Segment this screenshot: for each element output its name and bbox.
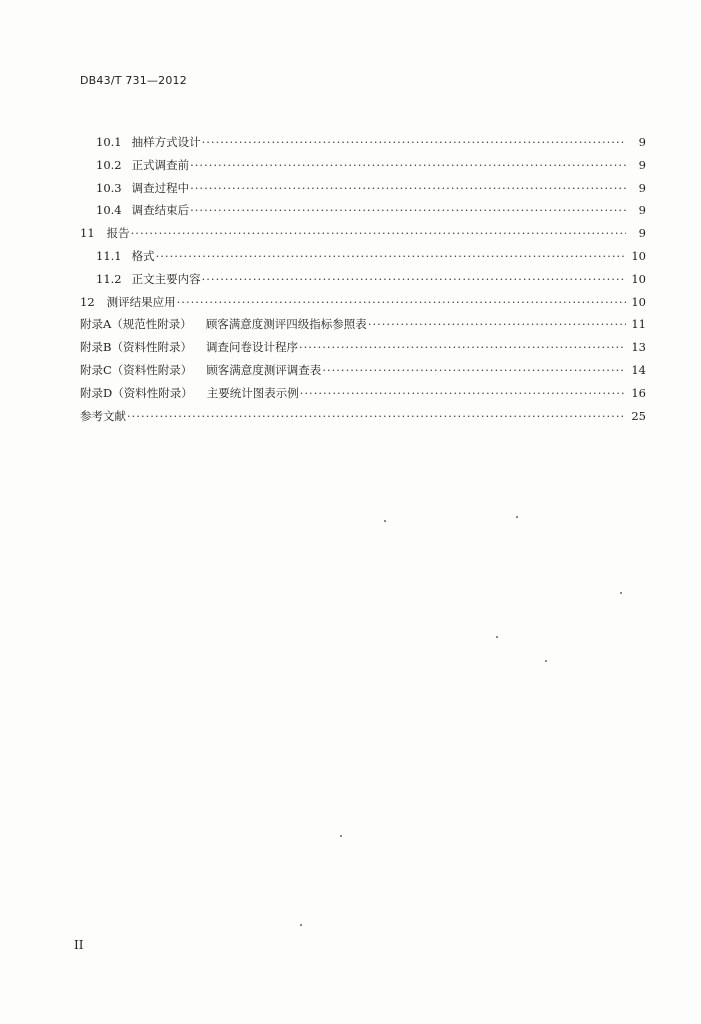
toc-leader-dots — [322, 363, 626, 377]
toc-entry-page: 9 — [638, 135, 646, 149]
scan-speck — [340, 835, 342, 837]
toc-entry[interactable] — [80, 225, 646, 248]
toc-entry[interactable] — [80, 385, 646, 408]
toc-entry[interactable] — [80, 134, 646, 157]
toc-entry-number: 10.1 — [96, 135, 122, 149]
table-of-contents — [80, 134, 646, 430]
toc-entry-number: 10.3 — [96, 180, 122, 195]
toc-entry-number: 10.4 — [96, 203, 122, 218]
toc-leader-dots — [202, 135, 626, 149]
scan-speck — [496, 636, 498, 638]
scan-speck — [620, 592, 622, 594]
toc-entry[interactable] — [80, 339, 646, 362]
toc-entry-page: 11 — [631, 317, 646, 332]
toc-entry-appendix-label: 附录B（资料性附录） — [80, 340, 192, 355]
toc-leader-dots — [177, 295, 626, 309]
toc-entry[interactable] — [80, 248, 646, 271]
toc-entry-title: 抽样方式设计 — [131, 135, 201, 149]
toc-entry-page: 25 — [631, 408, 646, 423]
toc-entry-page: 13 — [631, 340, 646, 355]
toc-entry-appendix-label: 附录A（规范性附录） — [80, 317, 192, 332]
toc-entry-page: 9 — [638, 226, 646, 241]
toc-entry-title: 调查过程中 — [131, 180, 190, 195]
toc-entry-number: 12 — [80, 294, 95, 309]
toc-entry[interactable] — [80, 180, 646, 203]
toc-entry-page: 10 — [631, 271, 646, 286]
toc-entry-appendix-label: 附录D（资料性附录） — [80, 385, 193, 400]
page-number: II — [74, 938, 84, 952]
scan-speck — [384, 520, 386, 522]
toc-leader-dots — [300, 386, 626, 400]
toc-entry-number: 11.2 — [96, 271, 122, 286]
toc-entry-title: 格式 — [131, 248, 155, 263]
toc-entry[interactable] — [80, 271, 646, 294]
toc-entry[interactable] — [80, 362, 646, 385]
toc-entry-title: 正文主要内容 — [131, 271, 201, 286]
toc-leader-dots — [156, 249, 626, 263]
toc-entry-title: 主要统计图表示例 — [206, 385, 299, 400]
toc-entry[interactable] — [80, 408, 646, 431]
toc-entry-title: 正式调查前 — [131, 157, 190, 172]
toc-entry-page: 9 — [638, 180, 646, 195]
toc-entry-title: 顾客满意度测评四级指标参照表 — [205, 317, 367, 332]
toc-entry[interactable] — [80, 157, 646, 180]
scan-speck — [300, 924, 302, 926]
toc-leader-dots — [190, 158, 626, 172]
toc-entry-title: 报告 — [106, 226, 130, 241]
toc-entry-number: 10.2 — [96, 157, 122, 172]
toc-entry[interactable] — [80, 316, 646, 339]
toc-leader-dots — [131, 226, 626, 240]
toc-entry-title: 调查问卷设计程序 — [205, 340, 298, 355]
toc-entry-title: 参考文献 — [80, 408, 126, 423]
toc-entry-number: 11 — [80, 226, 95, 241]
scan-speck — [516, 516, 518, 518]
scan-speck — [545, 660, 547, 662]
toc-entry-page: 10 — [631, 248, 646, 263]
toc-entry[interactable] — [80, 294, 646, 317]
toc-leader-dots — [202, 272, 626, 286]
toc-leader-dots — [190, 203, 626, 217]
toc-entry-page: 9 — [638, 157, 646, 172]
toc-entry-appendix-label: 附录C（资料性附录） — [80, 362, 193, 377]
toc-entry-page: 9 — [638, 203, 646, 218]
toc-entry-title: 顾客满意度测评调查表 — [206, 362, 322, 377]
toc-entry-number: 11.1 — [96, 248, 122, 263]
toc-leader-dots — [299, 340, 626, 354]
toc-entry-page: 10 — [631, 294, 646, 309]
toc-entry-title: 调查结束后 — [131, 203, 190, 218]
toc-entry-page: 16 — [631, 385, 646, 400]
toc-leader-dots — [368, 317, 626, 331]
toc-entry-title: 测评结果应用 — [106, 294, 176, 309]
toc-entry[interactable] — [80, 202, 646, 225]
toc-leader-dots — [127, 409, 626, 423]
toc-entry-page: 14 — [631, 362, 646, 377]
document-id-header: DB43/T 731—2012 — [80, 74, 187, 87]
toc-leader-dots — [190, 181, 626, 195]
